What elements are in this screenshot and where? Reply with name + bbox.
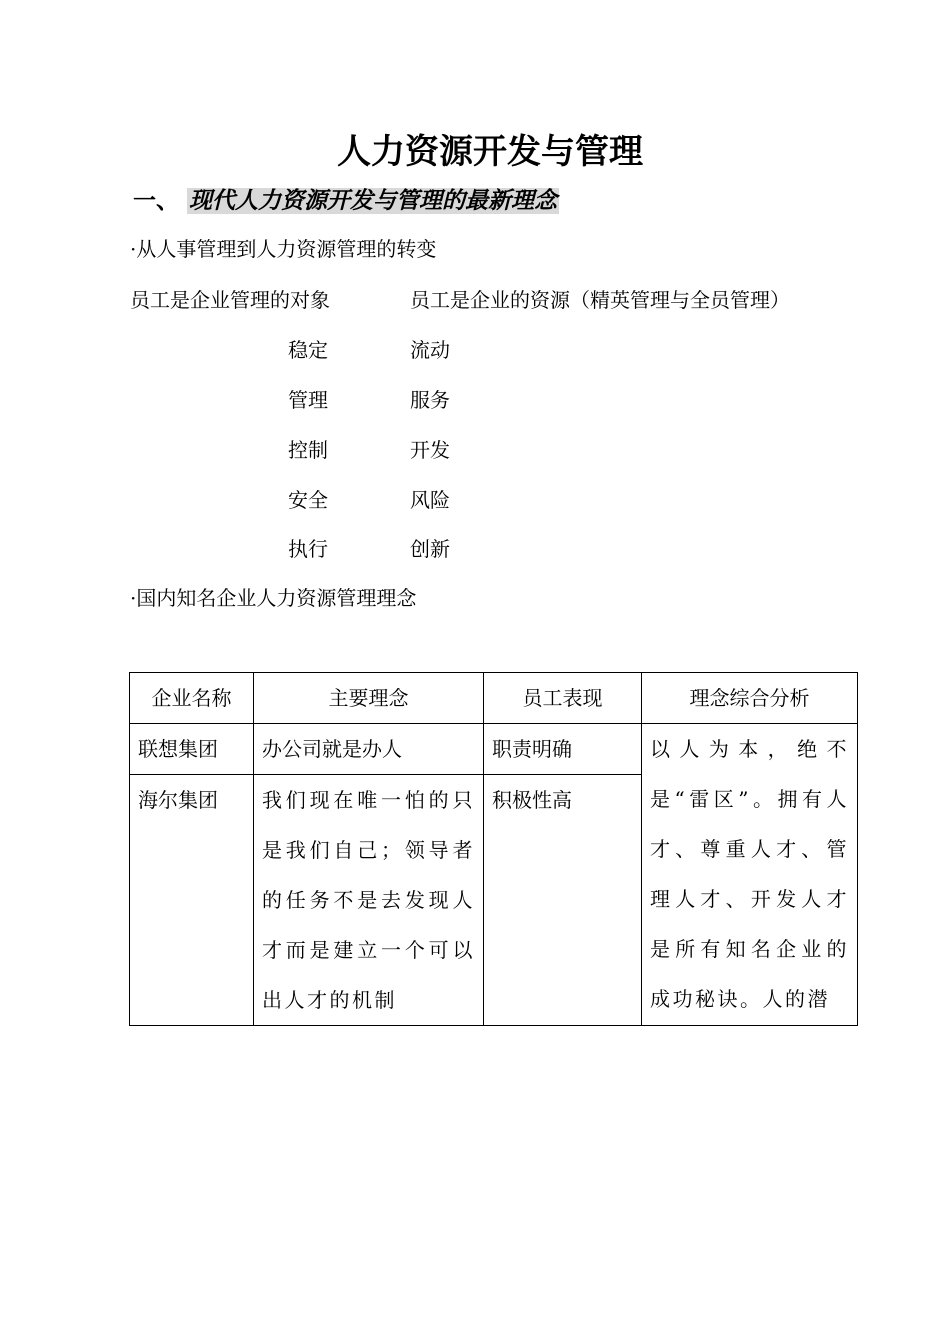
bullet-companies: ·国内知名企业人力资源管理理念 <box>130 586 417 610</box>
page-title: 人力资源开发与管理 <box>337 132 643 172</box>
comparison-from: 执行 <box>288 537 328 561</box>
comparison-right-header: 员工是企业的资源（精英管理与全员管理） <box>410 288 790 312</box>
comparison-from: 控制 <box>288 438 328 462</box>
comparison-to: 服务 <box>410 388 450 412</box>
header-performance: 员工表现 <box>484 673 642 724</box>
section-heading-text: 现代人力资源开发与管理的最新理念 <box>189 188 557 214</box>
header-company: 企业名称 <box>130 673 254 724</box>
cell-company: 海尔集团 <box>130 775 254 1026</box>
comparison-from: 稳定 <box>288 338 328 362</box>
comparison-to: 创新 <box>410 537 450 561</box>
cell-performance: 积极性高 <box>484 775 642 1026</box>
header-analysis: 理念综合分析 <box>642 673 858 724</box>
table-header-row <box>130 673 858 724</box>
cell-company: 联想集团 <box>130 724 254 775</box>
bullet-transition: ·从人事管理到人力资源管理的转变 <box>130 237 437 261</box>
comparison-left-header: 员工是企业管理的对象 <box>130 288 330 312</box>
header-concept: 主要理念 <box>254 673 484 724</box>
section-heading <box>133 183 559 219</box>
comparison-to: 开发 <box>410 438 450 462</box>
cell-performance: 职责明确 <box>484 724 642 775</box>
cell-analysis: 以人为本，绝不是“雷区”。拥有人才、尊重人才、管理人才、开发人才是所有知名企业的成功秘诀。人的潜 <box>642 724 858 1026</box>
comparison-to: 流动 <box>410 338 450 362</box>
companies-table <box>129 672 858 1026</box>
comparison-from: 管理 <box>288 388 328 412</box>
section-number: 一、 <box>133 188 179 214</box>
cell-concept: 办公司就是办人 <box>254 724 484 775</box>
cell-concept: 我们现在唯一怕的只是我们自己；领导者的任务不是去发现人才而是建立一个可以出人才的机制 <box>254 775 484 1026</box>
comparison-to: 风险 <box>410 488 450 512</box>
table-row <box>130 724 858 775</box>
comparison-from: 安全 <box>288 488 328 512</box>
